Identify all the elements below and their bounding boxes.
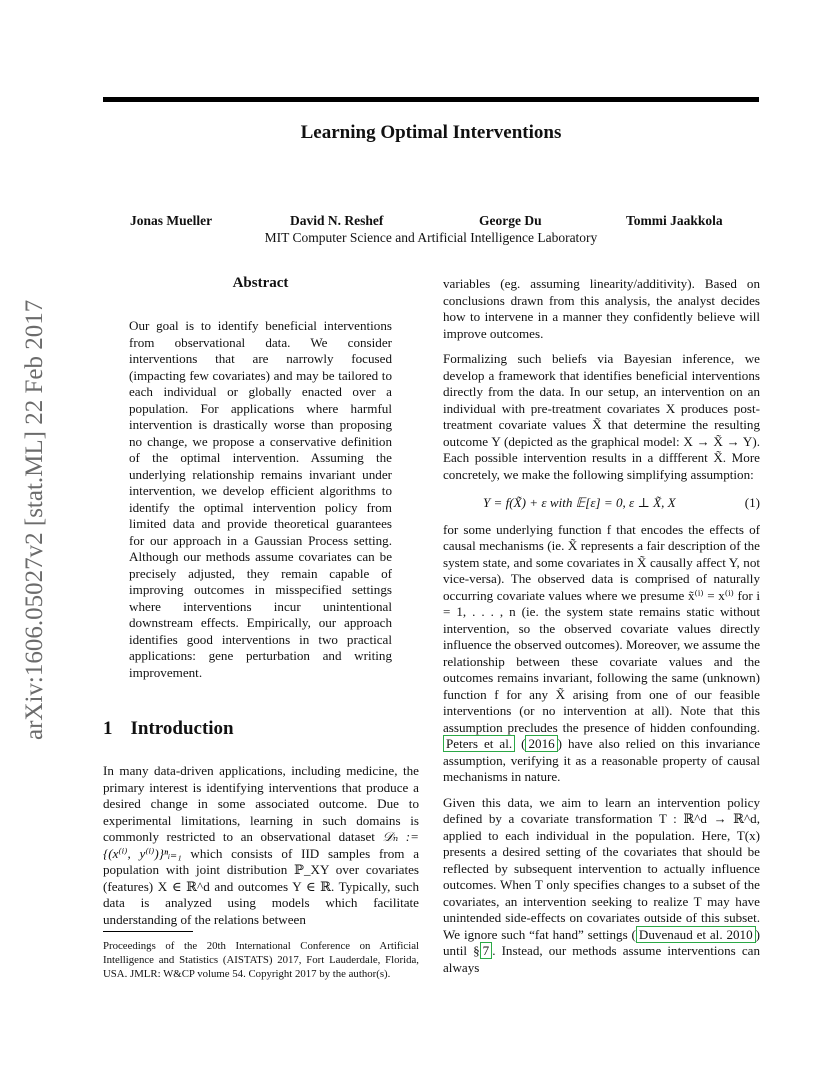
abstract-text [129, 318, 392, 690]
text-run: have also relied on this invariance assumption, verifying it as a reasonable property of causal mechanisms in nature. [443, 736, 761, 784]
footnote-rule [103, 931, 193, 932]
arxiv-identifier: arXiv:1606.05027v2 [stat.ML] 22 Feb 2017 [21, 299, 48, 740]
section-heading [103, 718, 234, 740]
text-run: which consists of IID samples from a population with joint distribution ℙ_XY over covariates (features) X ∈ ℝ^d and outcomes Y ∈ ℝ. Typically, such data is analyzed using models which facilitate understanding of the relations between [103, 845, 420, 927]
text-run: Given this data, we aim to learn an intervention policy defined by a covariate transformation T : ℝ^d → ℝ^d, applied to each individual in the population. Here, T(x) presents a desired setting of the covariates that should be reflected by subsequent intervention to actually influence outcomes. When T only specifies changes to a subset of the covariates, an intervention seeking to realize T may have unintended side-effects on covariates outside of this subset. We ignore such “fat hand” settings [443, 794, 760, 942]
text-run: for some underlying function f that encodes the effects of causal mechanisms (ie. X̃ represents a fair description of the system state, and some covariates in X̃ causally affect Y, not vice-versa). The observed data is comprised of naturally occurring covariate values where we presume x̃⁽ⁱ⁾ = x⁽ⁱ⁾ for i = 1, . . . , n (ie. the system state remains static without intervention, so the observed covariate values directly influence the observed outcomes). Moreover, we assume the relationship between these covariate values and the outcomes remains invariant, following the same (unknown) function f for any X̃ arising from one of our feasible interventions (or no intervention at all). Note that this assumption precludes the presence of hidden confounding. [443, 521, 760, 735]
equation-body: Y = f(X̃) + ε with 𝔼[ε] = 0, ε ⊥ X̃, X [483, 495, 676, 510]
footnote: Proceedings of the 20th International Conference on Artificial Intelligence and Statistics (AISTATS) 2017, Fort Lauderdale, Florida, USA. JMLR: W&CP volume 54. Copyright 2017 by the author(s). [103, 940, 419, 980]
intro-column [103, 763, 419, 937]
section-ref-link[interactable]: 7 [480, 942, 493, 959]
paragraph: Formalizing such beliefs via Bayesian inference, we develop a framework that identifies beneficial interventions directly from the data. In our setup, an intervention on an individual with pre-treatment covariates X produces post-treatment covariate values X̃ that determine the resulting outcome Y (depicted as the graphical model: X → X̃ → Y). Each possible intervention results in a diffferent X̃. More concretely, we make the following simplifying assumption: [443, 351, 760, 482]
inline-math: 𝒟ₙ := {(x⁽ⁱ⁾, y⁽ⁱ⁾)}ⁿᵢ₌₁ [103, 829, 419, 861]
intro-paragraph [103, 763, 419, 928]
paragraph: Given this data, we aim to learn an intervention policy defined by a covariate transformation T : ℝ^d → ℝ^d, applied to each individual in the population. Here, T(x) presents a desired setting of the covariates that should be reflected by subsequent intervention to actually influence outcomes. When T only specifies changes to a subset of the covariates, an intervention seeking to realize T may have unintended side-effects on covariates outside of this subset. We ignore such “fat hand” settings ( Duvenaud et al. 2010 ) until § 7 . Instead, our methods assume interventions can always [443, 794, 761, 975]
affiliation: MIT Computer Science and Artificial Intelligence Laboratory [264, 230, 598, 245]
top-rule [103, 97, 759, 102]
author-name: George Du [479, 213, 542, 228]
text-run: until § [443, 943, 480, 958]
abstract-heading: Abstract [232, 275, 289, 291]
author-name: Tommi Jaakkola [626, 213, 723, 228]
citation-link[interactable]: Peters et al. [443, 735, 515, 752]
author-name: Jonas Mueller [130, 213, 213, 228]
abstract-paragraph: Our goal is to identify beneficial interventions from observational data. We consider interventions that are narrowly focused (impacting few covariates) and may be tailored to each individual or globally enacted over a population. For applications where harmful intervention is drastically worse than proposing no change, we propose a conservative definition of the optimal intervention. Assuming the underlying relationship remains invariant under intervention, we develop efficient algorithms to identify the optimal intervention policy from limited data and provide theoretical guarantees for our approach in a Gaussian Process setting. Although our methods assume covariates can be precisely adjusted, they remain capable of improving outcomes in misspecified settings where interventions incur unintentional downstream effects. Empirically, our approach identifies good interventions in two practical applications: gene perturbation and writing improvement. [129, 318, 392, 680]
citation-link[interactable]: Duvenaud et al. 2010 [636, 926, 756, 943]
paper-title: Learning Optimal Interventions [300, 122, 562, 143]
equation [443, 495, 760, 512]
author-name: David N. Reshef [290, 213, 384, 228]
paragraph: for some underlying function f that encodes the effects of causal mechanisms (ie. X̃ represents a fair description of the system state, and some covariates in X̃ causally affect Y, not vice-versa). The observed data is comprised of naturally occurring covariate values where we presume x̃⁽ⁱ⁾ = x⁽ⁱ⁾ for i = 1, . . . , n (ie. the system state remains static without intervention, so the observed covariate values directly influence the observed outcomes). Moreover, we assume the relationship between these covariate values and the outcomes remains invariant, following the same (unknown) function f for any X̃ arising from one of our feasible interventions (or no intervention at all). Note that this assumption precludes the presence of hidden confounding. Peters et al. ( 2016 ) have also relied on this invariance assumption, verifying it as a reasonable property of causal mechanisms in nature. [443, 521, 761, 784]
equation-number: (1) [744, 495, 760, 510]
author-list [103, 213, 759, 231]
text-run: In many data-driven applications, including medicine, the primary interest is identifying interventions that produce a desired change in some associated outcome. Due to experimental limitations, learning in such domains is commonly restricted to an observational dataset [103, 763, 419, 844]
citation-year-link[interactable]: 2016 [525, 735, 557, 752]
paragraph: variables (eg. assuming linearity/additivity). Based on conclusions drawn from this analysis, the analyst decides how to intervene in a manner they confidently believe will improve outcomes. [443, 276, 760, 341]
section-number: 1 [103, 718, 113, 739]
text-run: . Instead, our methods assume interventions can always [443, 943, 761, 975]
section-title: Introduction [130, 718, 234, 739]
right-column [443, 276, 760, 985]
